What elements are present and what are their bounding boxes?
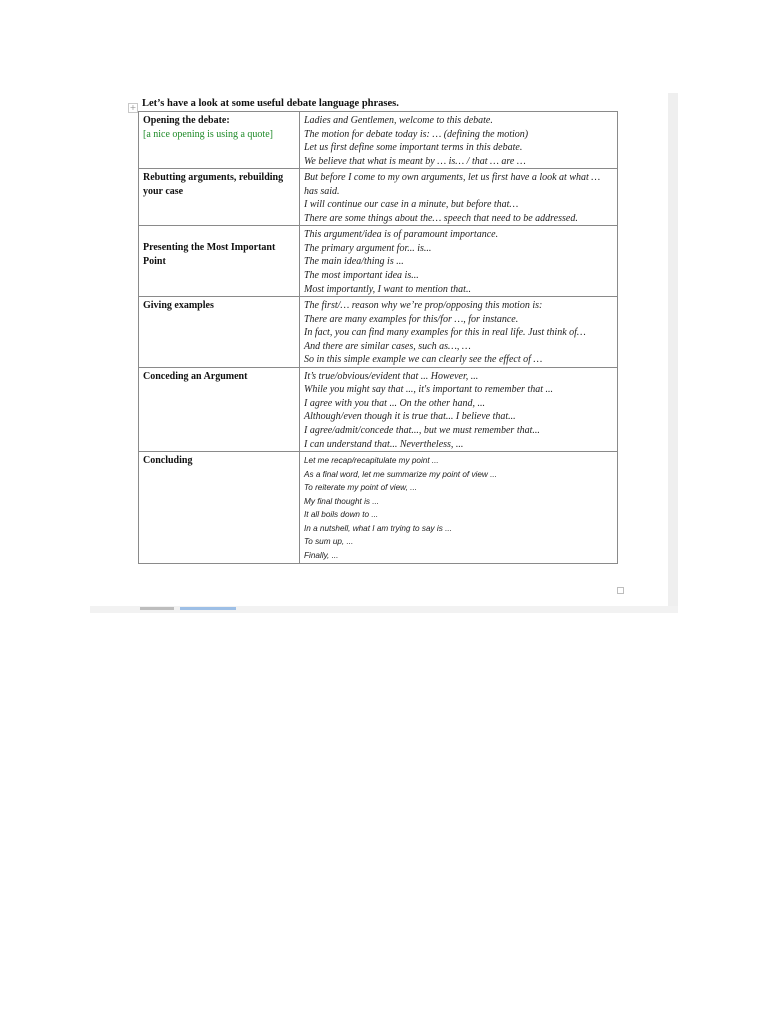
- phrase: Let me recap/recapitulate my point ...: [304, 456, 439, 466]
- phrase: I can understand that... Nevertheless, ...: [304, 438, 464, 450]
- category-cell: [139, 226, 300, 297]
- phrase: So in this simple example we can clearly see the effect of …: [304, 354, 543, 366]
- phrase: I will continue our case in a minute, but before that…: [304, 199, 519, 211]
- table-row: [139, 297, 618, 368]
- phrase: In a nutshell, what I am trying to say is ...: [304, 523, 452, 533]
- phrase: There are some things about the… speech that need to be addressed.: [304, 212, 578, 224]
- phrase: The motion for debate today is: … (defining the motion): [304, 128, 529, 140]
- phrase: I agree with you that ... On the other hand, ...: [304, 397, 485, 409]
- phrases-cell: [300, 452, 618, 563]
- phrase: As a final word, let me summarize my point of view ...: [304, 469, 497, 479]
- phrase: I agree/admit/concede that..., but we must remember that...: [304, 425, 540, 437]
- category-label: Giving examples: [143, 300, 214, 312]
- phrase: My final thought is ...: [304, 496, 380, 506]
- phrase: Ladies and Gentlemen, welcome to this debate.: [304, 115, 493, 126]
- table-row: [139, 452, 618, 563]
- phrase: This argument/idea is of paramount importance.: [304, 229, 499, 241]
- phrase: While you might say that ..., it's important to remember that ...: [304, 384, 553, 396]
- phrase: It’s true/obvious/evident that ... However, ...: [304, 370, 479, 382]
- category-label: Presenting the Most Important Point: [143, 242, 276, 267]
- table-resize-handle-icon[interactable]: [617, 587, 624, 594]
- phrase: Most importantly, I want to mention that..: [304, 283, 471, 295]
- phrase: And there are similar cases, such as…, …: [304, 340, 471, 352]
- category-note: [a nice opening is using a quote]: [143, 128, 273, 140]
- phrase: But before I come to my own arguments, let us first have a look at what … has said.: [304, 172, 601, 197]
- phrase: Let us first define some important terms in this debate.: [304, 142, 523, 154]
- phrase: There are many examples for this/for …, for instance.: [304, 313, 519, 325]
- table-row: [139, 226, 618, 297]
- category-label: Conceding an Argument: [143, 370, 248, 382]
- phrases-cell: [300, 367, 618, 451]
- phrase: The first/… reason why we’re prop/opposing this motion is:: [304, 300, 543, 312]
- category-label: Concluding: [143, 455, 193, 467]
- phrase: In fact, you can find many examples for this in real life. Just think of…: [304, 327, 586, 339]
- phrase: The most important idea is...: [304, 270, 419, 282]
- phrase: Although/even though it is true that... I believe that...: [304, 411, 516, 423]
- category-cell: [139, 297, 300, 368]
- phrase: The main idea/thing is ...: [304, 256, 404, 268]
- phrases-cell: [300, 169, 618, 226]
- phrase: It all boils down to ...: [304, 510, 379, 520]
- cut-off-text-dark: [140, 607, 174, 610]
- cut-off-next-line: [140, 607, 238, 612]
- category-cell: [139, 112, 300, 169]
- phrase: We believe that what is meant by … is… / that … are …: [304, 155, 526, 167]
- phrase: Finally, ...: [304, 550, 339, 560]
- table-row: [139, 112, 618, 169]
- table-row: [139, 367, 618, 451]
- intro-text: Let’s have a look at some useful debate language phrases.: [142, 98, 399, 109]
- category-cell: [139, 169, 300, 226]
- phrase: The primary argument for... is...: [304, 242, 432, 254]
- phrases-cell: [300, 297, 618, 368]
- category-label: Rebutting arguments, rebuilding your case: [143, 172, 284, 197]
- category-cell: [139, 367, 300, 451]
- cut-off-text-blue: [180, 607, 236, 610]
- category-cell: [139, 452, 300, 563]
- phrases-cell: [300, 226, 618, 297]
- phrases-cell: [300, 112, 618, 169]
- table-row: [139, 169, 618, 226]
- phrase: To reiterate my point of view, ...: [304, 483, 418, 493]
- page-shadow-right: [668, 93, 678, 613]
- debate-phrases-table: [138, 111, 618, 564]
- category-label: Opening the debate:: [143, 115, 230, 126]
- phrase: To sum up, ...: [304, 537, 354, 547]
- table-move-handle-icon[interactable]: +: [129, 103, 137, 112]
